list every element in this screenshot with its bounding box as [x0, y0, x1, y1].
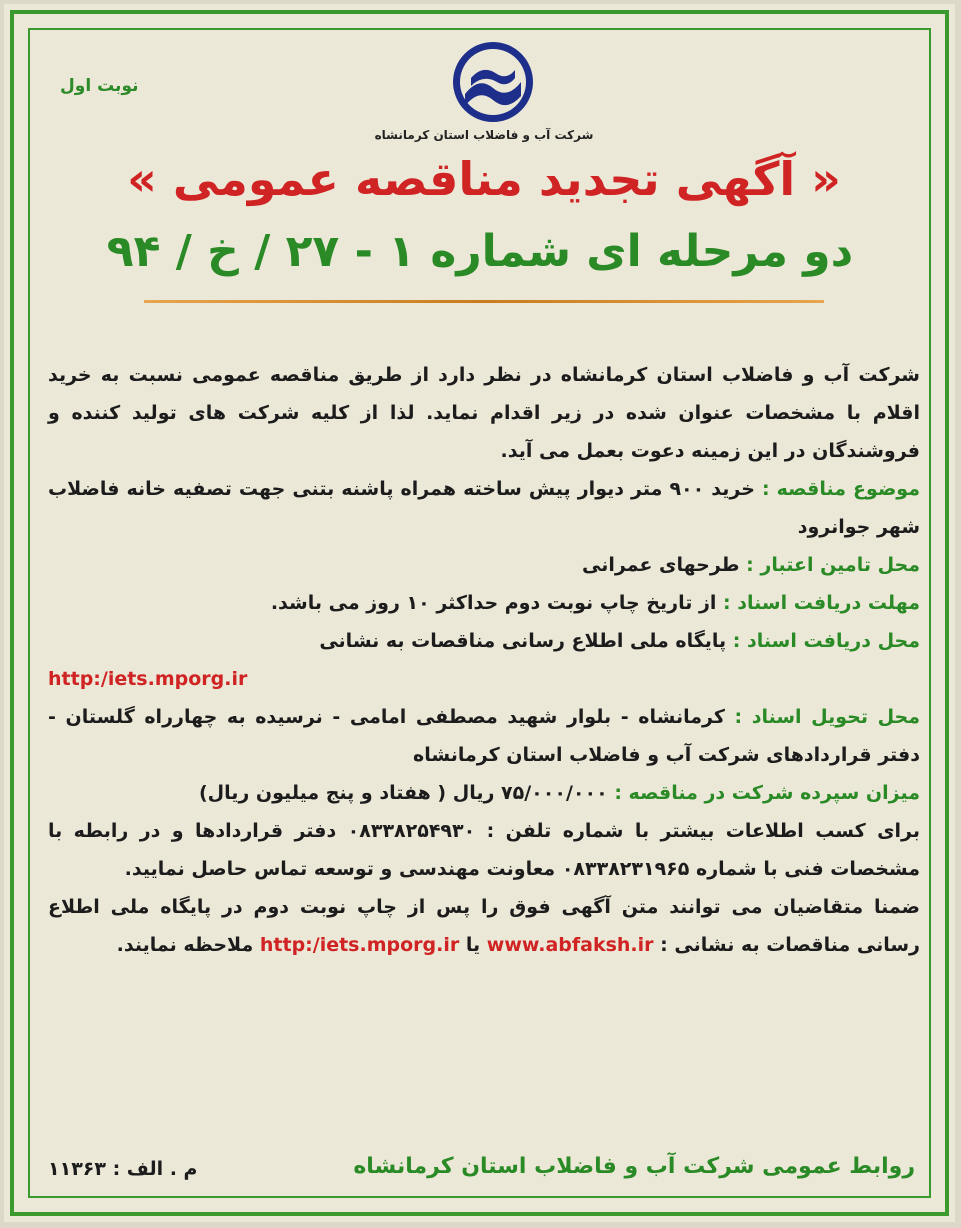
- receive-place-url-line: [48, 660, 920, 698]
- abfaksh-link[interactable]: www.abfaksh.ir: [486, 934, 654, 956]
- iets-link-2[interactable]: http:/iets.mporg.ir: [259, 934, 460, 956]
- footer-public-relations: روابط عمومی شرکت آب و فاضلاب استان کرمانشاه: [353, 1154, 915, 1179]
- funding-row: [48, 546, 920, 584]
- footer-ad-code: م . الف : ۱۱۳۶۳: [48, 1158, 198, 1180]
- company-name: شرکت آب و فاضلاب استان کرمانشاه: [374, 128, 594, 142]
- deposit-value: ۷۵/۰۰۰/۰۰۰ ریال ( هفتاد و پنج میلیون ریال): [198, 782, 608, 804]
- subject-value: خرید ۹۰۰ متر دیوار پیش ساخته همراه پاشنه بتنی جهت تصفیه خانه فاضلاب شهر جوانرود: [48, 478, 920, 538]
- divider: [144, 300, 824, 303]
- delivery-row: [48, 698, 920, 774]
- delivery-value: کرمانشاه - بلوار شهید مصطفی امامی - نرسیده به چهارراه گلستان - دفتر قراردادهای شرکت آب و فاضلاب استان کرمانشاه: [48, 706, 920, 766]
- note-text: ضمنا متقاضیان می توانند متن آگهی فوق را پس از چاپ نوبت دوم در پایگاه ملی اطلاع رسانی مناقصات به نشانی :: [48, 896, 920, 956]
- deposit-label: میزان سپرده شرکت در مناقصه :: [614, 782, 920, 804]
- receive-place-value: پایگاه ملی اطلاع رسانی مناقصات به نشانی: [319, 630, 727, 652]
- deadline-row: [48, 584, 920, 622]
- contact-paragraph: برای کسب اطلاعات بیشتر با شماره تلفن : ۰۸۳۳۸۲۵۴۹۳۰ دفتر قراردادها و در رابطه با مشخصات فنی با شماره ۰۸۳۳۸۲۳۱۹۶۵ معاونت مهندسی و توسعه تماس حاصل نمایید.: [48, 820, 920, 880]
- note-end: ملاحظه نمایند.: [116, 934, 254, 956]
- company-logo-icon: [449, 38, 537, 126]
- subject-label: موضوع مناقصه :: [762, 478, 920, 500]
- announcement-title: « آگهی تجدید مناقصه عمومی »: [127, 152, 841, 206]
- deposit-row: [48, 774, 920, 812]
- funding-value: طرحهای عمرانی: [582, 554, 740, 576]
- announcement-body: [48, 356, 920, 964]
- intro-paragraph: شرکت آب و فاضلاب استان کرمانشاه در نظر دارد از طریق مناقصه عمومی نسبت به خرید اقلام با مشخصات عنوان شده در زیر اقدام نماید. لذا از کلیه شرکت های تولید کننده و فروشندگان در این زمینه دعوت بعمل می آید.: [48, 364, 920, 462]
- funding-label: محل تامین اعتبار :: [746, 554, 920, 576]
- receive-place-label: محل دریافت اسناد :: [732, 630, 920, 652]
- iets-link[interactable]: http:/iets.mporg.ir: [48, 668, 248, 690]
- deadline-label: مهلت دریافت اسناد :: [723, 592, 920, 614]
- newspaper-clipping: [4, 4, 955, 1222]
- note-paragraph: [48, 888, 920, 964]
- tender-number: دو مرحله ای شماره ۱ - ۲۷ / خ / ۹۴: [106, 226, 854, 277]
- note-or: یا: [465, 934, 481, 956]
- receive-place-row: [48, 622, 920, 660]
- deadline-value: از تاریخ چاپ نوبت دوم حداکثر ۱۰ روز می باشد.: [270, 592, 717, 614]
- publication-round-badge: نوبت اول: [60, 76, 139, 96]
- delivery-label: محل تحویل اسناد :: [734, 706, 921, 728]
- subject-row: [48, 470, 920, 546]
